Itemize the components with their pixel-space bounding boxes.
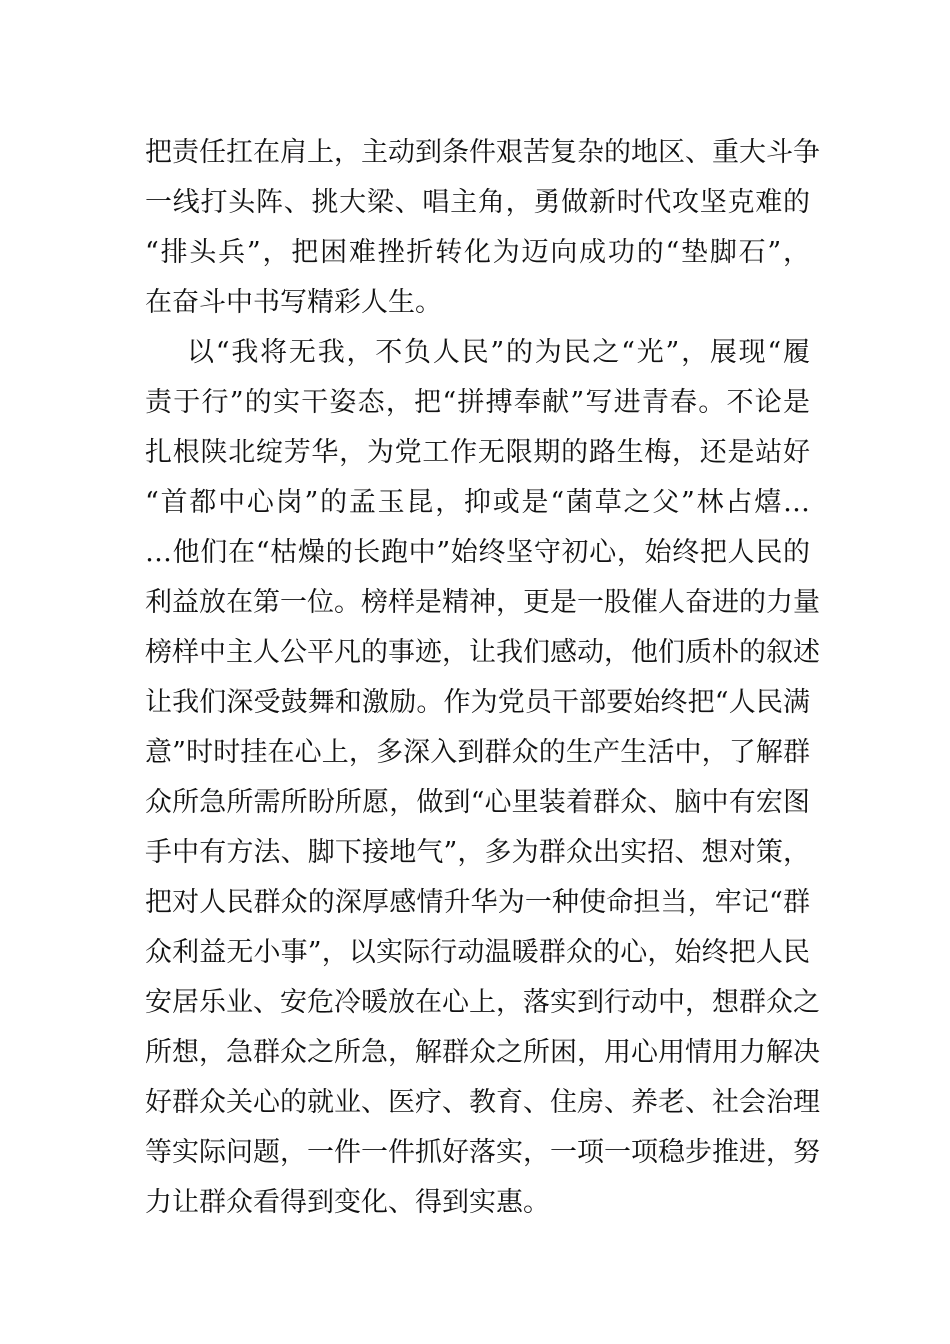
text-line: 在奋斗中书写精彩人生。	[145, 287, 442, 318]
text-line: 把责任扛在肩上，主动到条件艰苦复杂的地区、重大斗争	[145, 137, 820, 168]
text-line: 等实际问题，一件一件抓好落实，一项一项稳步推进，努	[145, 1137, 820, 1168]
text-line: 力让群众看得到变化、得到实惠。	[145, 1187, 550, 1218]
text-line: 安居乐业、安危冷暖放在心上，落实到行动中，想群众之	[145, 987, 820, 1018]
text-line: 利益放在第一位。榜样是精神，更是一股催人奋进的力量	[145, 587, 820, 618]
text-line: 所想，急群众之所急，解群众之所困，用心用情用力解决	[145, 1037, 820, 1068]
text-line: …他们在“枯燥的长跑中”始终坚守初心，始终把人民的	[145, 537, 810, 568]
body-text	[145, 128, 820, 1228]
text-line: 让我们深受鼓舞和激励。作为党员干部要始终把“人民满	[145, 687, 810, 718]
text-line: 把对人民群众的深厚感情升华为一种使命担当，牢记“群	[145, 887, 810, 918]
text-line: 榜样中主人公平凡的事迹，让我们感动，他们质朴的叙述	[145, 637, 820, 668]
text-line: 好群众关心的就业、医疗、教育、住房、养老、社会治理	[145, 1087, 820, 1118]
text-line: 扎根陕北绽芳华，为党工作无限期的路生梅，还是站好	[145, 437, 810, 468]
text-line: 一线打头阵、挑大梁、唱主角，勇做新时代攻坚克难的	[145, 187, 810, 218]
text-line: 手中有方法、脚下接地气”，多为群众出实招、想对策，	[145, 837, 810, 868]
text-line: 以“我将无我，不负人民”的为民之“光”，展现“履	[187, 337, 810, 368]
text-line: 意”时时挂在心上，多深入到群众的生产生活中，了解群	[145, 737, 810, 768]
text-line: 众所急所需所盼所愿，做到“心里装着群众、脑中有宏图	[145, 787, 810, 818]
text-line: “首都中心岗”的孟玉昆，抑或是“菌草之父”林占熺…	[145, 487, 810, 518]
text-line: 责于行”的实干姿态，把“拼搏奉献”写进青春。不论是	[145, 387, 810, 418]
text-line: 众利益无小事”，以实际行动温暖群众的心，始终把人民	[145, 937, 810, 968]
text-line: “排头兵”，把困难挫折转化为迈向成功的“垫脚石”，	[145, 237, 810, 268]
